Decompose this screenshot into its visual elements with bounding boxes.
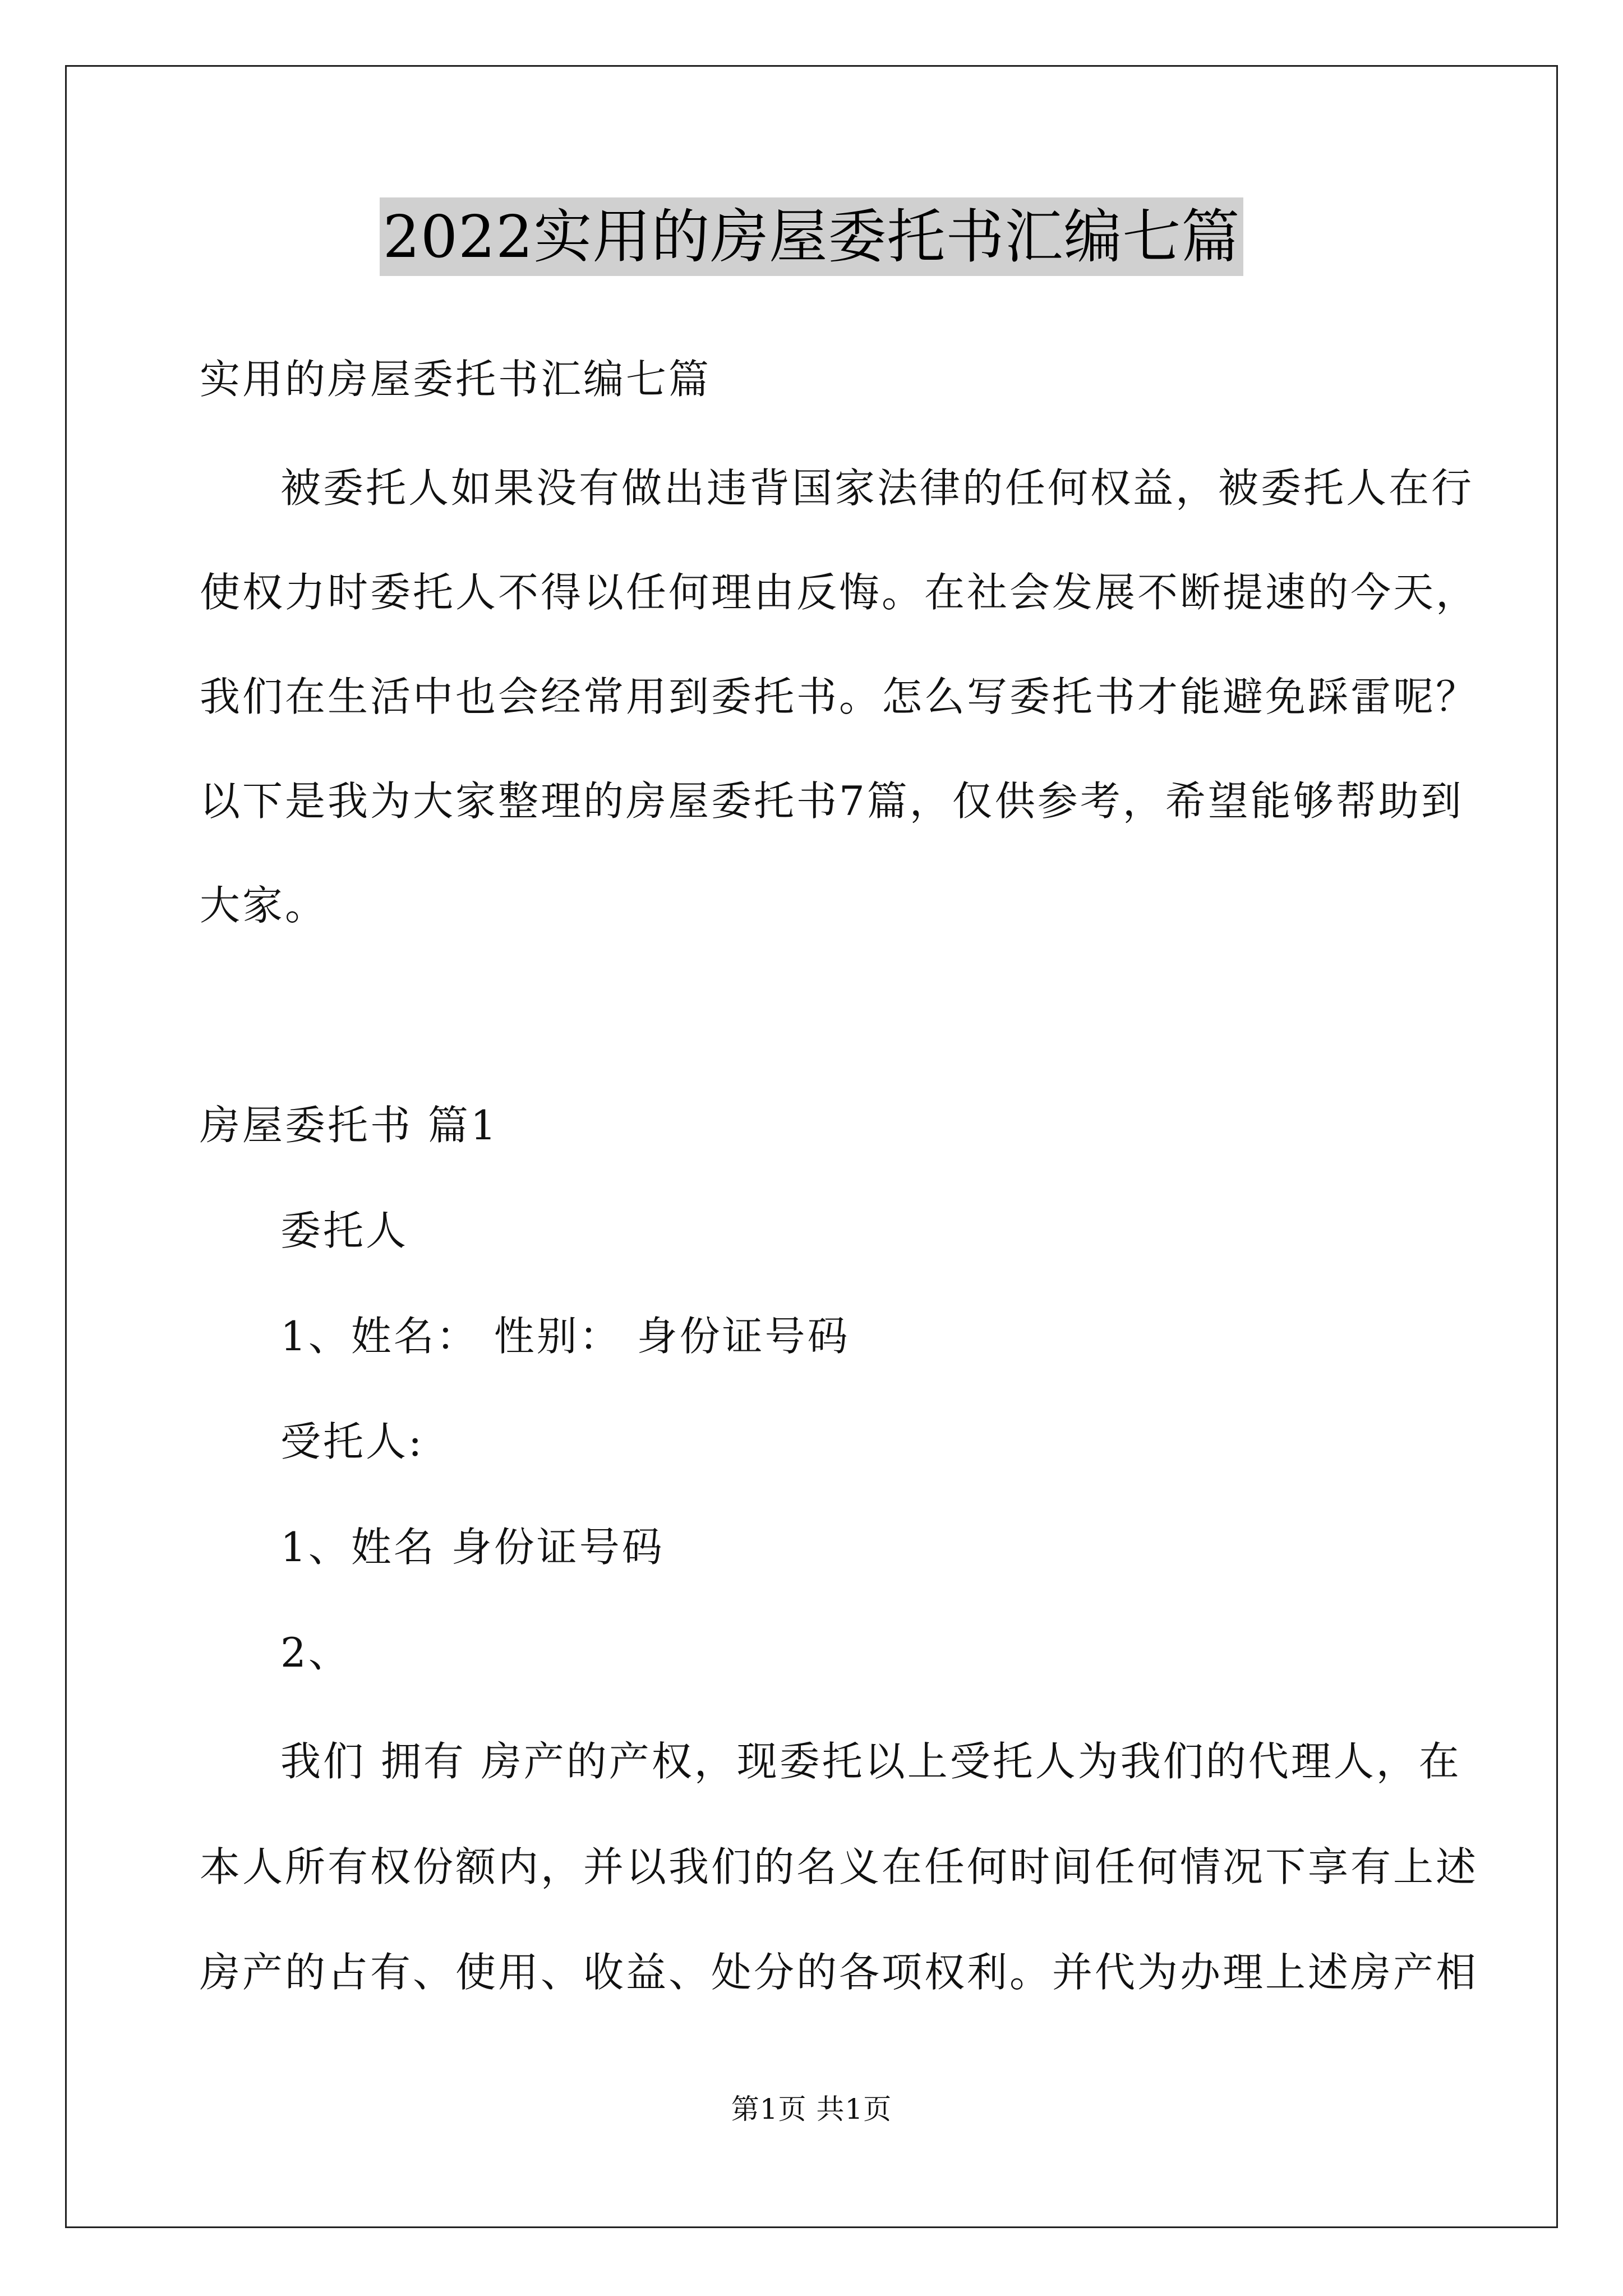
intro-line-1: 被委托人如果没有做出违背国家法律的任何权益，被委托人在行 (280, 464, 1474, 512)
body-line-3: 房产的占有、使用、收益、处分的各项权利。并代为办理上述房产相 (200, 1949, 1479, 1996)
intro-line-3: 我们在生活中也会经常用到委托书。怎么写委托书才能避免踩雷呢？ (200, 673, 1479, 720)
entrustor-label: 委托人 (280, 1207, 409, 1254)
body-line-1: 我们 拥有 房产的产权，现委托以上受托人为我们的代理人，在 (280, 1738, 1461, 1785)
page-footer: 第1页 共1页 (731, 2093, 892, 2125)
document-subtitle: 实用的房屋委托书汇编七篇 (200, 356, 712, 403)
intro-line-4: 以下是我为大家整理的房屋委托书7篇，仅供参考，希望能够帮助到 (200, 777, 1464, 825)
section-heading: 房屋委托书 篇1 (200, 1102, 499, 1149)
body-line-2: 本人所有权份额内，并以我们的名义在任何时间任何情况下享有上述 (200, 1843, 1479, 1890)
intro-line-5: 大家。 (200, 882, 328, 929)
title-container (0, 197, 1623, 276)
document-title: 2022实用的房屋委托书汇编七篇 (380, 197, 1244, 276)
entrustor-fields: 1、姓名： 性别： 身份证号码 (280, 1313, 850, 1360)
intro-line-2: 使权力时委托人不得以任何理由反悔。在社会发展不断提速的今天， (200, 569, 1479, 616)
trustee-field-2: 2、 (280, 1629, 351, 1676)
trustee-field-1: 1、姓名 身份证号码 (280, 1524, 665, 1571)
trustee-label: 受托人: (280, 1418, 425, 1465)
